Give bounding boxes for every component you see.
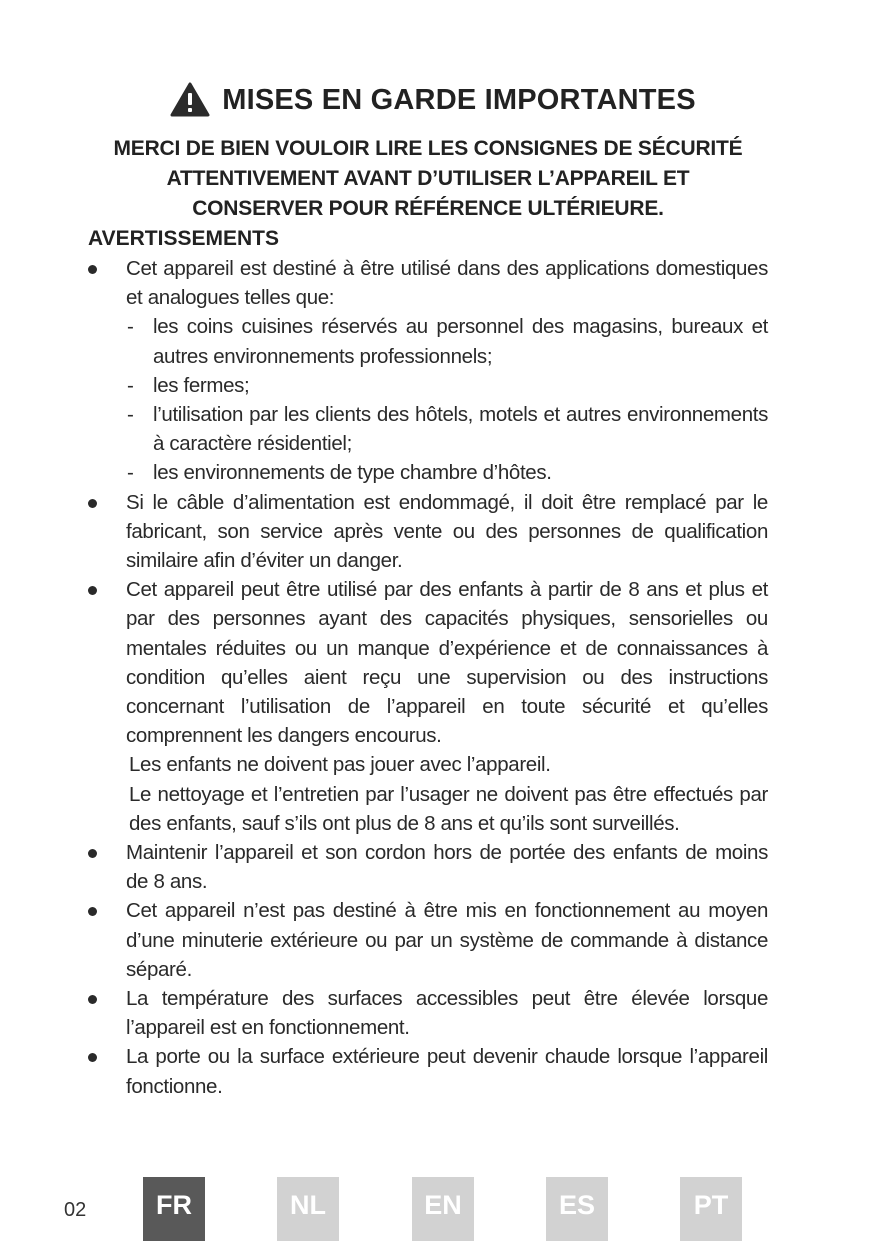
dash-icon: - [127,461,134,485]
list-item [88,984,768,1042]
sub-item [126,371,768,400]
sub-item [126,458,768,487]
sub-item [126,400,768,458]
bullet-text: Cet appareil peut être utilisé par des enfants à partir de 8 ans et plus et par des personnes ayant des capacités physiques, sensorielles ou mentales réduites ou un manque d’expérience et de connaissances à condition qu’elles aient reçu une supervision ou des instructions concernant l’utilisation de l’appareil en toute sécurité et qu’elles comprennent les dangers encourus. [126,578,768,748]
sub-item-text: les environnements de type chambre d’hôtes. [153,461,552,485]
section-heading: AVERTISSEMENTS [88,227,279,250]
title-row [98,78,768,122]
subtitle-line: MERCI DE BIEN VOULOIR LIRE LES CONSIGNES DE SÉCURITÉ [113,137,743,160]
dash-icon: - [127,373,134,397]
bullet-text: Cet appareil est destiné à être utilisé dans des applications domestiques et analogues telles que: [126,257,768,310]
language-tab-nl[interactable]: NL [277,1177,339,1241]
sub-item-text: les fermes; [153,373,250,397]
bullet-text: Si le câble d’alimentation est endommagé, il doit être remplacé par le fabricant, son service après vente ou des personnes de qualification similaire afin d’éviter un danger. [126,490,768,573]
sub-item-text: l’utilisation par les clients des hôtels, motels et autres environnements à caractère résidentiel; [153,403,768,456]
language-tab-es[interactable]: ES [546,1177,608,1241]
dash-icon: - [127,403,134,427]
list-item [88,838,768,896]
sub-item [126,312,768,370]
safety-subtitle [88,134,768,224]
list-item [88,1042,768,1100]
sub-item-text: les coins cuisines réservés au personnel des magasins, bureaux et autres environnements professionnels; [153,315,768,368]
list-item [88,254,768,488]
bullet-note: Les enfants ne doivent pas jouer avec l’appareil. [129,753,551,777]
page-number: 02 [64,1199,87,1221]
document-page [88,78,768,1101]
list-item [88,488,768,576]
dash-icon: - [127,315,134,339]
bullet-text: Cet appareil n’est pas destiné à être mis en fonctionnement au moyen d’une minuterie extérieure ou par un système de commande à distance séparé. [126,899,768,981]
bullet-text: Maintenir l’appareil et son cordon hors de portée des enfants de moins de 8 ans. [126,841,768,894]
list-item [88,575,768,838]
language-tab-pt[interactable]: PT [680,1177,742,1241]
warning-triangle-icon [170,82,210,118]
page-footer [0,1177,886,1241]
warnings-list [88,254,768,1101]
language-tab-fr[interactable]: FR [143,1177,205,1241]
bullet-note: Le nettoyage et l’entretien par l’usager ne doivent pas être effectués par des enfants, sauf s’ils ont plus de 8 ans et qu’ils sont surveillés. [129,782,768,835]
page-title: MISES EN GARDE IMPORTANTES [222,83,696,116]
subtitle-line: CONSERVER POUR RÉFÉRENCE ULTÉRIEURE. [192,197,664,220]
bullet-text: La porte ou la surface extérieure peut devenir chaude lorsque l’appareil fonctionne. [126,1045,768,1098]
subtitle-line: ATTENTIVEMENT AVANT D’UTILISER L’APPAREIL ET [166,167,690,190]
bullet-text: La température des surfaces accessibles peut être élevée lorsque l’appareil est en fonctionnement. [126,987,768,1040]
language-tab-en[interactable]: EN [412,1177,474,1241]
list-item [88,896,768,984]
